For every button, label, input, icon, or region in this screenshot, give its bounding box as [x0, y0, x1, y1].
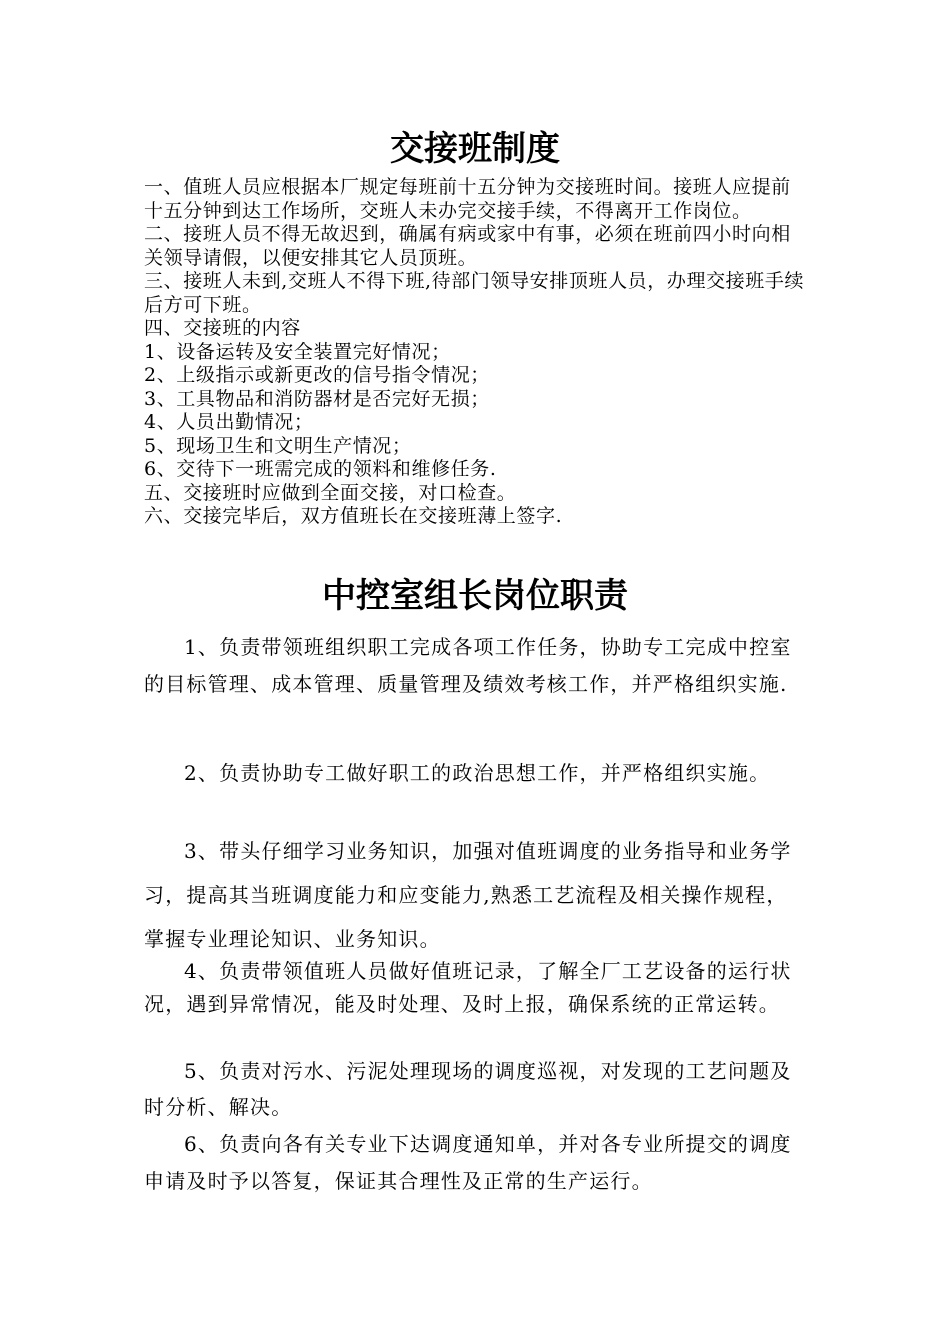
rule-list-item: 2、上级指示或新更改的信号指令情况； [144, 364, 490, 386]
section-title-responsibilities: 中控室组长岗位职责 [322, 576, 628, 616]
rule-paragraph: 一、值班人员应根据本厂规定每班前十五分钟为交接班时间。接班人应提前十五分钟到达工作场所，交班人未办完交接手续，不得离开工作岗位。 [144, 176, 791, 222]
handover-rules-body [144, 176, 808, 529]
rule-paragraph: 五、交接班时应做到全面交接，对口检查。 [144, 481, 517, 504]
rule-paragraph: 二、接班人员不得无故迟到，确属有病或家中有事，必须在班前四小时向相关领导请假，以便安排其它人员顶班。 [144, 223, 791, 269]
duty-item-5 [144, 1053, 808, 1125]
rule-paragraph: 六、交接完毕后，双方值班长在交接班薄上签字. [144, 505, 563, 527]
duty-item-4 [144, 955, 808, 1021]
rule-list-item: 4、人员出勤情况； [144, 411, 314, 433]
section-title-handover: 交接班制度 [390, 129, 560, 169]
rule-list-item: 1、设备运转及安全装置完好情况； [144, 340, 451, 363]
duty-paragraph: 1、负责带领班组织职工完成各项工作任务，协助专工完成中控室的目标管理、成本管理、质量管理及绩效考核工作，并严格组织实施. [144, 635, 792, 696]
duty-paragraph: 2、负责协助专工做好职工的政治思想工作，并严格组织实施。 [184, 761, 771, 785]
duty-item-3 [144, 829, 808, 961]
duty-item-6 [144, 1126, 808, 1200]
duty-paragraph: 5、负责对污水、污泥处理现场的调度巡视，对发现的工艺问题及时分析、解决。 [144, 1059, 792, 1119]
rule-paragraph: 四、交接班的内容 [144, 317, 301, 339]
duty-paragraph: 6、负责向各有关专业下达调度通知单，并对各专业所提交的调度申请及时予以答复，保证其合理性及正常的生产运行。 [144, 1132, 792, 1193]
rule-list-item: 5、现场卫生和文明生产情况； [144, 434, 412, 457]
duty-item-2 [144, 755, 808, 792]
rule-paragraph: 三、接班人未到,交班人不得下班,待部门领导安排顶班人员，办理交接班手续后方可下班。 [144, 270, 805, 316]
rule-list-item: 3、工具物品和消防器材是否完好无损； [144, 387, 490, 410]
rule-list-item: 6、交待下一班需完成的领料和维修任务. [144, 458, 497, 480]
duty-item-1 [144, 629, 808, 703]
duty-paragraph: 4、负责带领值班人员做好值班记录，了解全厂工艺设备的运行状况，遇到异常情况，能及时处理、及时上报，确保系统的正常运转。 [144, 959, 792, 1016]
duty-paragraph: 3、带头仔细学习业务知识，加强对值班调度的业务指导和业务学习，提高其当班调度能力和应变能力,熟悉工艺流程及相关操作规程，掌握专业理论知识、业务知识。 [144, 839, 792, 951]
